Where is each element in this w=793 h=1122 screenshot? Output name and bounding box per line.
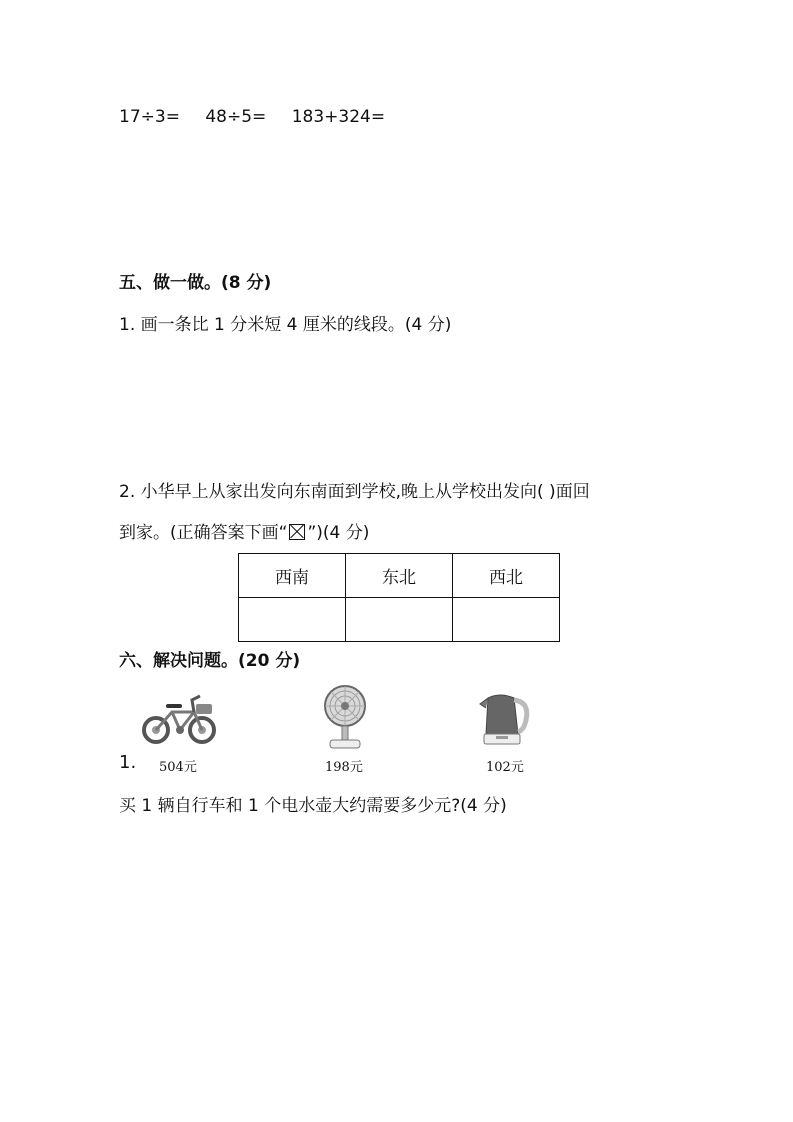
equation-3: 183+324= <box>291 107 386 127</box>
option-cell: 东北 <box>346 554 453 598</box>
equation-1: 17÷3= <box>119 107 180 127</box>
section5-question1: 1. 画一条比 1 分米短 4 厘米的线段。(4 分) <box>119 315 452 335</box>
section6-question1-number: 1. <box>119 752 137 773</box>
fan-icon <box>320 684 370 750</box>
option-cell: 西北 <box>453 554 560 598</box>
answer-cell[interactable] <box>453 598 560 642</box>
question2-text-post: ”)(4 分) <box>307 523 370 543</box>
fan-price: 198元 <box>325 760 363 775</box>
kettle-price: 102元 <box>486 760 524 775</box>
question2-text-pre: 到家。(正确答案下画“ <box>119 523 288 543</box>
section6-title: 六、解决问题。(20 分) <box>119 651 301 671</box>
section5-question2-line1: 2. 小华早上从家出发向东南面到学校,晚上从学校出发向( )面回 <box>119 482 590 502</box>
section5-question2-line2 <box>119 522 369 544</box>
section6-question1-text: 买 1 辆自行车和 1 个电水壶大约需要多少元?(4 分) <box>119 796 507 816</box>
bicycle-icon <box>140 690 220 746</box>
section5-title: 五、做一做。(8 分) <box>119 273 272 293</box>
answer-cell[interactable] <box>346 598 453 642</box>
option-cell: 西南 <box>239 554 346 598</box>
equation-2: 48÷5= <box>205 107 267 127</box>
kettle-icon <box>478 690 534 748</box>
bicycle-price: 504元 <box>159 760 197 775</box>
equation-row <box>119 106 405 128</box>
crossed-box-icon <box>289 524 305 540</box>
answer-cell[interactable] <box>239 598 346 642</box>
direction-choice-table <box>238 553 560 642</box>
